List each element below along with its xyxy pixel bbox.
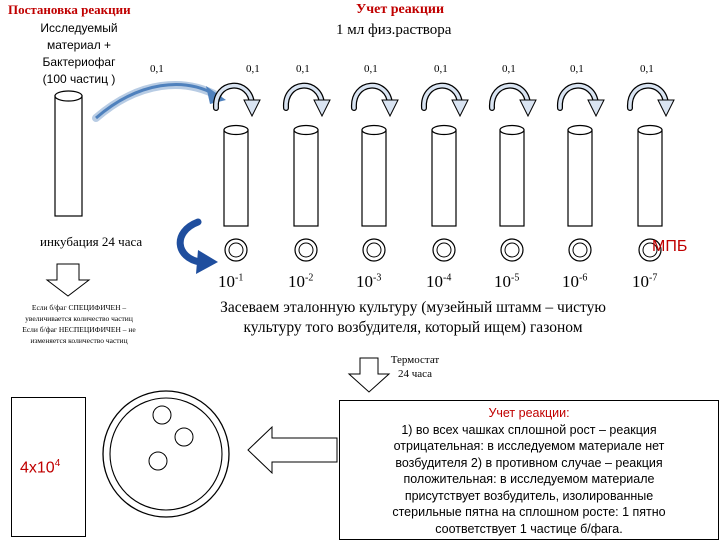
specificity-line-4: изменяется количество частиц xyxy=(30,336,128,345)
plating-arrow-head xyxy=(196,250,218,274)
plate-inner xyxy=(573,243,587,257)
thermostat-line-1: Термостат xyxy=(390,354,440,366)
dilution-exponent: -4 xyxy=(443,272,452,284)
dilution-tube-rim xyxy=(224,126,248,135)
transfer-loop-arrow-head xyxy=(244,100,260,116)
plate-inner xyxy=(367,243,381,257)
dilution-base: 10 xyxy=(494,272,511,291)
plate-inner xyxy=(437,243,451,257)
tube-volume-label: 0,1 xyxy=(502,63,516,75)
dilution-tubes xyxy=(216,86,674,261)
dilution-tube xyxy=(224,130,248,226)
transfer-loop-arrow-head xyxy=(588,100,604,116)
specificity-line-1: Если б/фаг СПЕЦИФИЧЕН – xyxy=(31,303,127,312)
dilution-tube xyxy=(294,130,318,226)
dilution-label xyxy=(562,272,587,292)
material-line-4: (100 частиц ) xyxy=(42,72,116,86)
dilution-exponent: -3 xyxy=(373,272,382,284)
dilution-label xyxy=(356,272,381,292)
dilution-base: 10 xyxy=(218,272,235,291)
result-count-exponent: 4 xyxy=(54,458,61,469)
tube-volume-label: 0,1 xyxy=(570,63,584,75)
dilution-base: 10 xyxy=(356,272,373,291)
dilution-tube-rim xyxy=(638,126,662,135)
material-line-2: материал + xyxy=(46,38,112,52)
dilution-tube xyxy=(638,130,662,226)
result-line-3: возбудителя 2) в противном случае – реакция xyxy=(395,455,663,470)
saline-label: 1 мл физ.раствора xyxy=(336,22,452,38)
tube-volume-label: 0,1 xyxy=(364,63,378,75)
transfer-arrow xyxy=(96,85,218,118)
transfer-loop-arrow-head xyxy=(314,100,330,116)
dilution-tube-rim xyxy=(432,126,456,135)
result-line-6: стерильные пятна на сплошном росте: 1 пятно xyxy=(392,505,666,519)
thermostat-line-2: 24 часа xyxy=(397,368,433,380)
transfer-loop-arrow-head xyxy=(382,100,398,116)
dilution-tube xyxy=(500,130,524,226)
transfer-loop-arrow-head xyxy=(658,100,674,116)
result-line-4: положительная: в исследуемом материале xyxy=(403,472,655,486)
dilution-tube-rim xyxy=(568,126,592,135)
tube-volume-label: 0,1 xyxy=(434,63,448,75)
dilution-label xyxy=(426,272,451,292)
dilution-exponent: -6 xyxy=(579,272,588,284)
dilution-base: 10 xyxy=(288,272,305,291)
plate-inner xyxy=(299,243,313,257)
tube-volume-label: 0,1 xyxy=(640,63,654,75)
plaque-1 xyxy=(153,406,171,424)
plating-arrow xyxy=(180,222,200,262)
specificity-line-2: увеличивается количество частиц xyxy=(25,314,133,323)
plate-inner xyxy=(505,243,519,257)
plaque-3 xyxy=(149,452,167,470)
dilution-label xyxy=(494,272,519,292)
dilution-tube xyxy=(362,130,386,226)
left-tube xyxy=(55,96,82,216)
dilution-tube-rim xyxy=(294,126,318,135)
result-count-box xyxy=(11,397,86,537)
medium-label: МПБ xyxy=(652,238,688,255)
result-explanation-box xyxy=(339,400,719,540)
dilution-tube-rim xyxy=(362,126,386,135)
dilution-exponent: -1 xyxy=(235,272,244,284)
culture-line-2: культуру того возбудителя, который ищем) газоном xyxy=(243,319,583,336)
dilution-label xyxy=(218,272,243,292)
culture-note xyxy=(178,298,648,338)
tube-volume-label: 0,1 xyxy=(246,63,260,75)
result-explanation-title: Учет реакции: xyxy=(488,406,570,420)
culture-line-1: Засеваем эталонную культуру (музейный штамм – чистую xyxy=(220,299,606,316)
dilution-tube xyxy=(568,130,592,226)
left-tube-rim xyxy=(55,91,82,101)
result-line-2: отрицательная: в исследуемом материале нет xyxy=(393,439,665,453)
incubation-label: инкубация 24 часа xyxy=(40,234,143,249)
tube-volume-label: 0,1 xyxy=(296,63,310,75)
material-line-1: Исследуемый xyxy=(40,21,118,35)
specificity-line-3: Если б/фаг НЕСПЕЦИФИЧЕН – не xyxy=(22,325,136,334)
dilution-label xyxy=(288,272,313,292)
dilution-exponent: -2 xyxy=(305,272,314,284)
result-line-7: соответствует 1 частице б/фага. xyxy=(435,521,623,536)
dilution-exponent: -5 xyxy=(511,272,520,284)
dilution-base: 10 xyxy=(632,272,649,291)
dilution-base: 10 xyxy=(562,272,579,291)
result-left-arrow xyxy=(248,427,337,473)
plate-inner xyxy=(229,243,243,257)
dilution-tube-rim xyxy=(500,126,524,135)
result-count-base: 4х10 xyxy=(20,459,55,477)
specificity-note xyxy=(5,302,153,346)
transfer-loop-arrow-head xyxy=(452,100,468,116)
thermostat-label xyxy=(380,353,450,381)
plaque-2 xyxy=(175,428,193,446)
incubation-down-arrow xyxy=(47,264,89,296)
dilution-exponent: -7 xyxy=(649,272,658,284)
setup-title: Постановка реакции xyxy=(8,2,131,17)
transfer-loop-arrow-head xyxy=(520,100,536,116)
dilution-tube xyxy=(432,130,456,226)
result-line-1: 1) во всех чашках сплошной рост – реакция xyxy=(401,422,657,437)
material-label xyxy=(14,20,144,88)
dilution-base: 10 xyxy=(426,272,443,291)
result-line-5: присутствует возбудитель, изолированные xyxy=(404,488,654,503)
left-volume-label: 0,1 xyxy=(150,63,164,75)
dilution-label xyxy=(632,272,657,292)
material-line-3: Бактериофаг xyxy=(42,55,116,69)
accounting-title: Учет реакции xyxy=(356,2,445,17)
result-count xyxy=(20,458,60,477)
